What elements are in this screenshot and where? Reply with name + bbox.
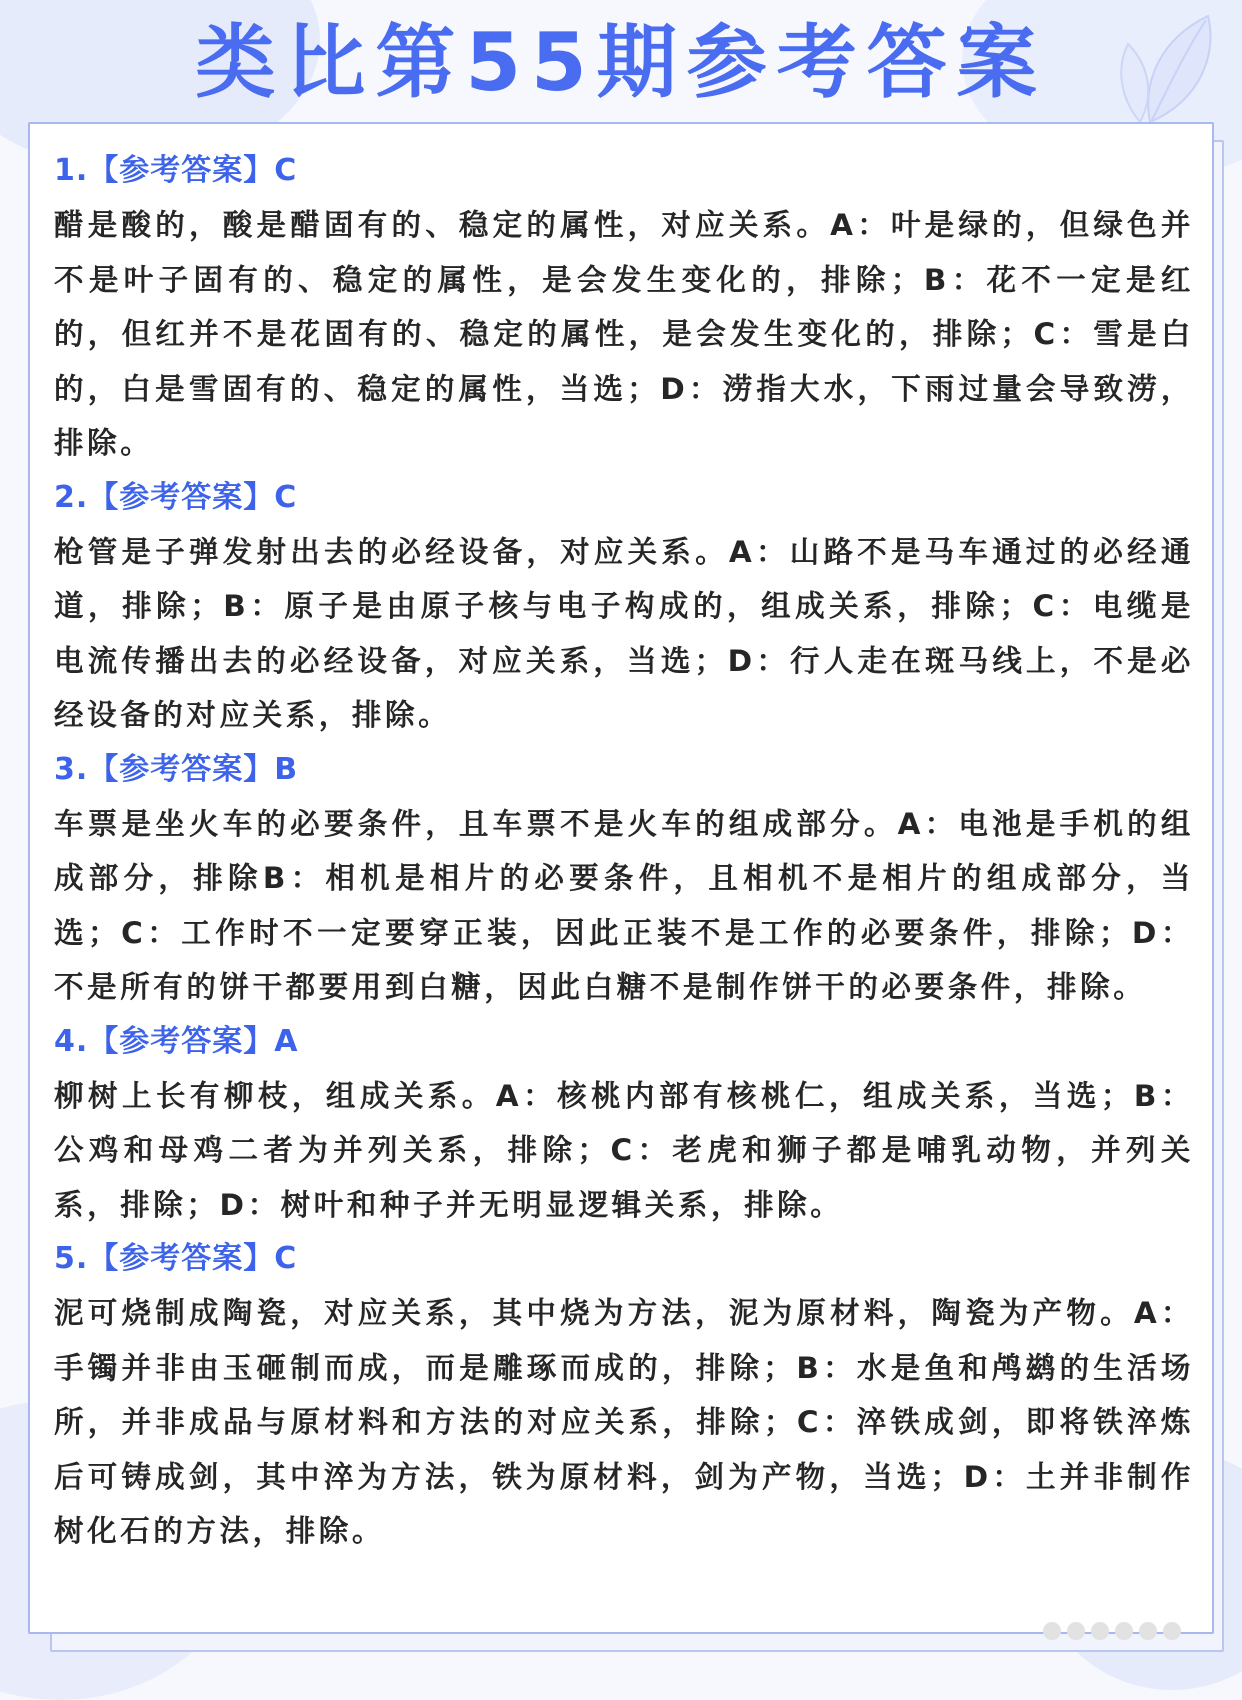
answer-list — [54, 144, 1194, 1559]
answer-item-5 — [54, 1232, 1194, 1559]
answer-explanation: 柳树上长有柳枝，组成关系。A：核桃内部有核桃仁，组成关系，当选；B：公鸡和母鸡二者为并列关系，排除；C：老虎和狮子都是哺乳动物，并列关系，排除；D：树叶和种子并无明显逻辑关系，排除。 — [54, 1078, 1194, 1222]
more-dots-icon — [1040, 1616, 1200, 1646]
page-title: 类比第55期参考答案 — [195, 16, 1047, 109]
answer-heading: 4.【参考答案】A — [54, 1023, 299, 1059]
answer-heading: 5.【参考答案】C — [54, 1241, 298, 1276]
answer-item-1 — [54, 144, 1194, 471]
answer-heading: 2.【参考答案】C — [54, 479, 298, 515]
answer-explanation: 车票是坐火车的必要条件，且车票不是火车的组成部分。A：电池是手机的组成部分，排除B：相机是相片的必要条件，且相机不是相片的组成部分，当选；C：工作时不一定要穿正装，因此正装不是工作的必要条件，排除；D：不是所有的饼干都要用到白糖，因此白糖不是制作饼干的必要条件，排除。 — [54, 806, 1194, 1004]
answer-card — [28, 122, 1214, 1634]
answer-heading: 3.【参考答案】B — [54, 751, 299, 787]
answer-heading: 1.【参考答案】C — [54, 153, 298, 188]
answer-explanation: 泥可烧制成陶瓷，对应关系，其中烧为方法，泥为原材料，陶瓷为产物。A：手镯并非由玉砸制而成，而是雕琢而成的，排除；B：水是鱼和鸬鹚的生活场所，并非成品与原材料和方法的对应关系，排除；C：淬铁成剑，即将铁淬炼后可铸成剑，其中淬为方法，铁为原材料，剑为产物，当选；D：土并非制作树化石的方法，排除。 — [54, 1296, 1194, 1548]
answer-explanation: 枪管是子弹发射出去的必经设备，对应关系。A：山路不是马车通过的必经通道，排除；B：原子是由原子核与电子构成的，组成关系，排除；C：电缆是电流传播出去的必经设备，对应关系，当选；D：行人走在斑马线上，不是必经设备的对应关系，排除。 — [54, 534, 1194, 732]
answer-item-3 — [54, 743, 1194, 1015]
answer-item-2 — [54, 471, 1194, 743]
answer-item-4 — [54, 1015, 1194, 1233]
answer-explanation: 醋是酸的，酸是醋固有的、稳定的属性，对应关系。A：叶是绿的，但绿色并不是叶子固有的、稳定的属性，是会发生变化的，排除；B：花不一定是红的，但红并不是花固有的、稳定的属性，是会发生变化的，排除；C：雪是白的，白是雪固有的、稳定的属性，当选；D：涝指大水，下雨过量会导致涝，排除。 — [54, 208, 1194, 460]
